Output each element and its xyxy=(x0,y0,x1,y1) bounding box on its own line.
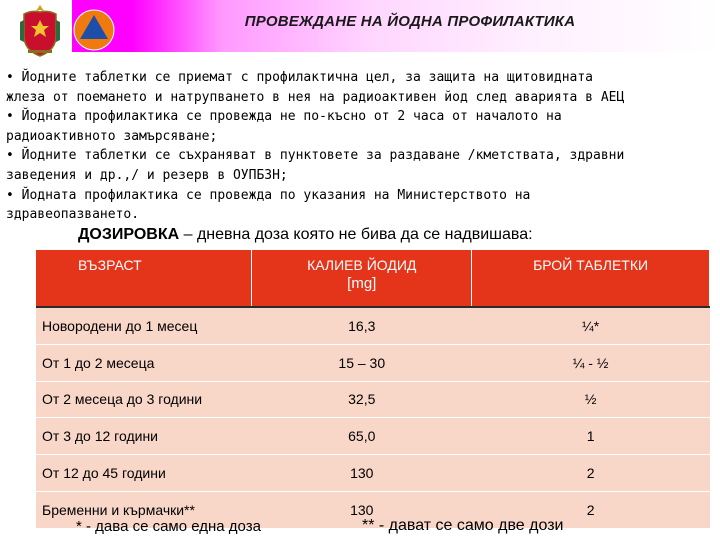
footnote-single-dose: * - дава се само една доза xyxy=(76,518,261,535)
bullet-2-line-1: • Йодната профилактика се провежда не по-късно от 2 часа от началото на xyxy=(6,109,562,125)
civil-protection-icon xyxy=(72,8,116,52)
bullet-4-line-1: • Йодната профилактика се провежда по указания на Министерството на xyxy=(6,187,531,203)
header-potassium-iodide xyxy=(252,250,472,307)
dosage-heading xyxy=(78,226,533,244)
cell-age: От 1 до 2 месеца xyxy=(36,344,252,381)
cell-tablets: 1 xyxy=(472,418,710,455)
bullet-3-line-2: заведения и др.,/ и резерв в ОУПБЗН; xyxy=(6,167,288,183)
dosage-heading-rest: – дневна доза която не бива да се надвишава: xyxy=(179,226,533,243)
cell-ki: 130 xyxy=(252,491,472,527)
bullet-list xyxy=(6,68,714,225)
table-header-row xyxy=(36,250,710,307)
cell-ki: 15 – 30 xyxy=(252,344,472,381)
header-tablets: БРОЙ ТАБЛЕТКИ xyxy=(472,250,710,307)
table-row xyxy=(36,418,710,455)
cell-tablets: ¼ - ½ xyxy=(472,344,710,381)
dosage-heading-bold: ДОЗИРОВКА xyxy=(78,226,180,243)
table-row xyxy=(36,381,710,418)
table-row xyxy=(36,307,710,344)
header-ki-unit: [mg] xyxy=(347,275,377,292)
cell-tablets: ¼* xyxy=(472,307,710,344)
header-age: ВЪЗРАСТ xyxy=(36,250,252,307)
cell-ki: 130 xyxy=(252,455,472,492)
cell-age: От 2 месеца до 3 години xyxy=(36,381,252,418)
cell-ki: 65,0 xyxy=(252,418,472,455)
cell-age: Новородени до 1 месец xyxy=(36,307,252,344)
cell-age: Бременни и кърмачки** xyxy=(36,491,252,527)
cell-age: От 12 до 45 години xyxy=(36,455,252,492)
bullet-1-line-1: • Йодните таблетки се приемат с профилактична цел, за защита на щитовидната xyxy=(6,70,593,85)
bullet-1-line-2: жлеза от поемането и натрупването в нея на радиоактивен йод след аварията в АЕЦ xyxy=(6,89,625,105)
table-row xyxy=(36,455,710,492)
cell-tablets: 2 xyxy=(472,455,710,492)
header-ki-label: КАЛИЕВ ЙОДИД xyxy=(307,257,417,273)
cell-tablets: ½ xyxy=(472,381,710,418)
bulgarian-crest-icon xyxy=(18,2,62,58)
bullet-3-line-1: • Йодните таблетки се съхраняват в пунктовете за раздаване /кметствата, здравни xyxy=(6,148,625,164)
bullet-4-line-2: здравеопазването. xyxy=(6,207,140,223)
cell-age: От 3 до 12 години xyxy=(36,418,252,455)
bullet-2-line-2: радиоактивното замърсяване; xyxy=(6,128,218,144)
dosage-table xyxy=(36,250,710,528)
cell-tablets: 2 xyxy=(472,491,710,527)
page-title: ПРОВЕЖДАНЕ НА ЙОДНА ПРОФИЛАКТИКА xyxy=(244,13,576,30)
footnote-two-doses: ** - дават се само две дози xyxy=(362,517,564,534)
cell-ki: 16,3 xyxy=(252,307,472,344)
cell-ki: 32,5 xyxy=(252,381,472,418)
table-row xyxy=(36,344,710,381)
